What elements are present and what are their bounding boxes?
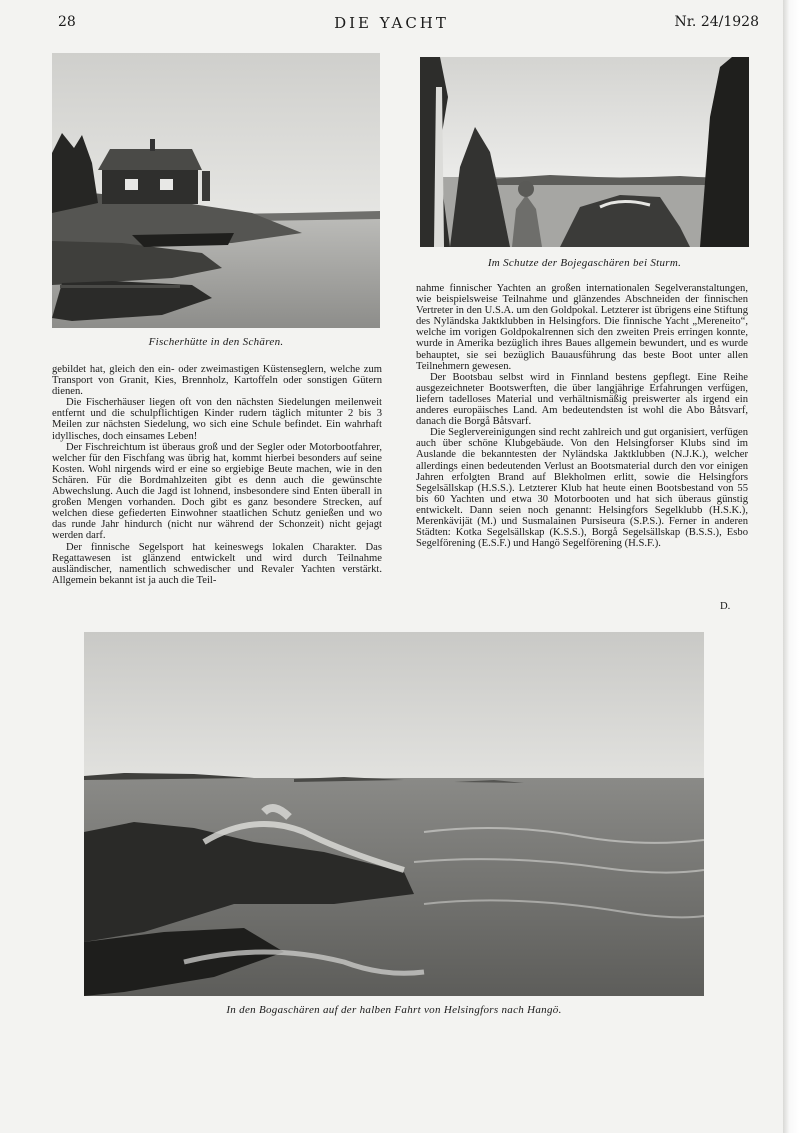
left-text-column — [52, 364, 382, 586]
right-paragraph: nahme finnischer Yachten an großen internationalen Segelveranstaltungen, wie beispielsweise Teilnahme und glänzendes Abschneiden der finnischen Vertreter in den U.S.A. um den Goldpokal. Letzterer ist übrigens eine Stiftung des Nyländska Jaktklubben in Helsingfors. Die finnische Yacht „Mereneito“, welche im vorigen Goldpokalrennen sich den zweiten Preis erringen konnte, wurde in Amerika bezüglich ihres Baues allgemein bewundert, und es wurde behauptet, sie sei bezüglich Bauausführung das beste Boot unter allen Teilnehmern gewesen. — [416, 283, 748, 372]
right-paragraph: Der Bootsbau selbst wird in Finnland bestens gepflegt. Eine Reihe ausgezeichneter Bootswerften, die über langjährige Erfahrungen verfügen, liefern tadelloses Material und verhältnismäßig preiswerter als irgend ein anderes europäisches Land. Am bedeutendsten ist wohl die Abo Båtsvarf, danach die Borgå Båtsvarf. — [416, 371, 748, 428]
left-paragraph: Der finnische Segelsport hat keineswegs lokalen Charakter. Das Regattawesen ist glänzend entwickelt und wird durch Teilnahme ausländischer, namentlich schwedischer und Revaler Yachten verstärkt. Allgemein bekannt ist ja auch die Teil- — [52, 541, 382, 586]
photo-bojega-storm — [420, 57, 749, 247]
page-number: 28 — [58, 14, 76, 30]
left-paragraph: Die Fischerhäuser liegen oft von den nächsten Siedelungen meilenweit entfernt und die schulpflichtigen Kinder rudern täglich mitunter 2 bis 3 Meilen zur nächsten Siedelung, wo sich eine Schule befindet. Ein wahrhaft idyllisches, doch einsames Leben! — [52, 397, 382, 442]
photo-fisherman-hut — [52, 53, 380, 328]
right-paragraph: Die Seglervereinigungen sind recht zahlreich und gut organisiert, verfügen auch über schöne Klubgebäude. Von den Helsingforser Klubs sind im Auslande die bekanntesten der Nyländska Jaktklubben (N.J.K.), welcher allerdings einen bedeutenden Verlust an Bootsmaterial durch den vor einigen Jahren erfolgten Brand auf Blekholmen erlitt, sowie die Helsingfors Segelsällskap (H.S.S.). Letzterer Klub hat heute einen Bootsbestand von 55 bis 60 Yachten und etwa 30 Motorbooten und hat sich überaus günstig entwickelt. Dann seien noch genannt: Helsingfors Segelklubb (H.S.K.), Merenkävijät (M.) und Susmalainen Pursiseura (S.P.S.). Ferner in anderen Städten: Kotka Segelsällskap (K.S.S.), Borgå Segelsällskap (B.S.S.), Esbo Segelförening (E.S.F.) und Hangö Segelförening (H.S.F.). — [416, 427, 748, 550]
author-signature: D. — [720, 601, 731, 612]
caption-fig3: In den Bogaschären auf der halben Fahrt von Helsingfors nach Hangö. — [226, 1004, 562, 1016]
caption-fig2: Im Schutze der Bojegaschären bei Sturm. — [487, 257, 682, 269]
page-edge — [783, 0, 799, 1133]
left-paragraph: Der Fischreichtum ist überaus groß und der Segler oder Motorbootfahrer, welcher für den Fischfang was übrig hat, kommt hierbei besonders auf seine Kosten. Wohl nirgends wird er eine so ergiebige Beute machen, wie in den Schären. Für die Bordmahlzeiten gibt es denn auch die gewünschte Abwechslung. Auch die Jagd ist lohnend, insbesondere sind Enten überall in großen Mengen vorhanden. Doch gibt es ganz besondere Strecken, auf welchen diese gefiederten Einwohner staatlichen Schutz genießen und wo das runde Jahr hindurch (nicht nur während der Schonzeit) nicht gejagt werden darf. — [52, 441, 382, 542]
issue-number: Nr. 24/1928 — [674, 14, 759, 30]
journal-title: DIE YACHT — [334, 14, 449, 32]
photo-boga-skerries — [84, 632, 704, 996]
left-paragraph: gebildet hat, gleich den ein- oder zweimastigen Küstenseglern, welche zum Transport von Granit, Kies, Brennholz, Kartoffeln oder sonstigen Gütern dienen. — [52, 364, 382, 398]
right-text-column — [416, 283, 748, 549]
caption-fig1: Fischerhütte in den Schären. — [148, 336, 284, 348]
